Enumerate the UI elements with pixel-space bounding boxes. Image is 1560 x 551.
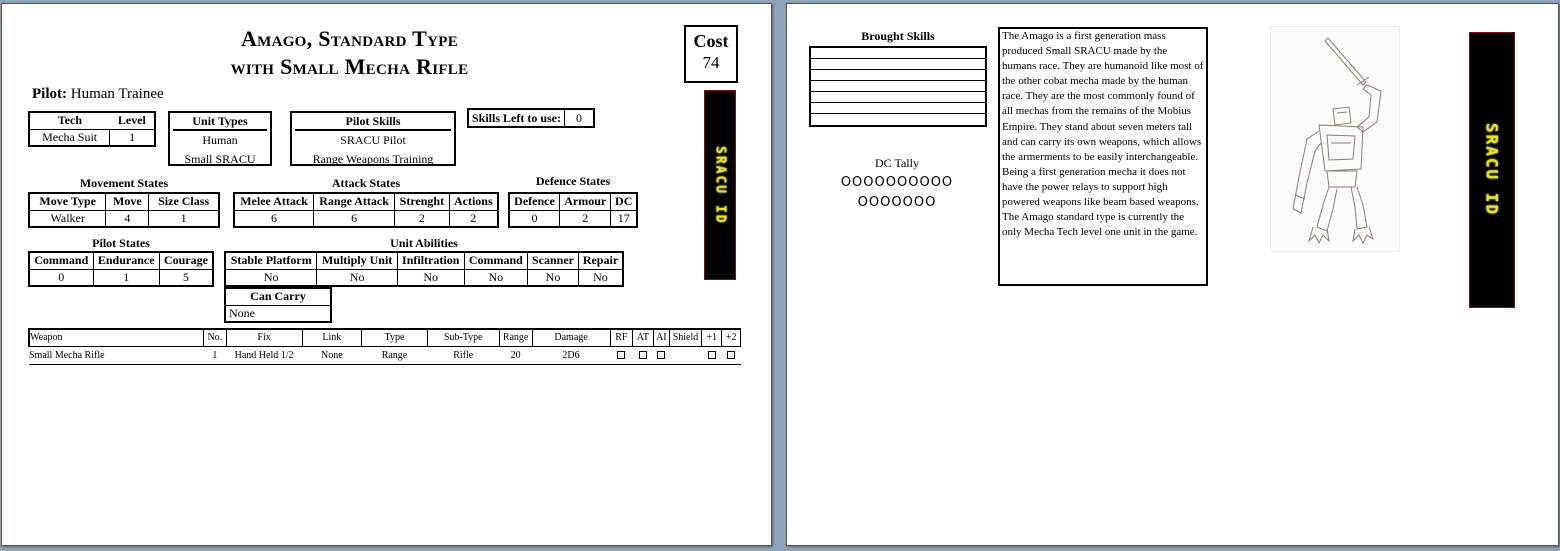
th-dc: DC — [611, 193, 637, 210]
plus2-checkbox[interactable] — [727, 351, 735, 359]
th-courage: Courage — [159, 252, 213, 269]
infiltration-value: No — [397, 269, 464, 286]
level-header: Level — [110, 112, 155, 129]
th-repair: Repair — [578, 252, 623, 269]
tech-header: Tech — [29, 112, 110, 129]
dc-tally-circles-row1[interactable]: OOOOOOOOOO — [840, 175, 954, 190]
pilot-states-table — [28, 251, 214, 287]
movement-title: Movement States — [79, 176, 169, 190]
th-size-class: Size Class — [149, 193, 219, 210]
skills-left-value: 0 — [576, 111, 583, 125]
cost-value: 74 — [702, 53, 720, 72]
th-stable-platform: Stable Platform — [225, 252, 317, 269]
id-strip-text: SRACU ID — [712, 145, 728, 225]
th-sub-type: Sub-Type — [427, 329, 499, 346]
multiply-unit-value: No — [317, 269, 397, 286]
th-weapon: Weapon — [29, 329, 204, 346]
th-infiltration: Infiltration — [397, 252, 464, 269]
tech-table — [28, 111, 156, 147]
th-defence: Defence — [509, 193, 560, 210]
unit-types-header: Unit Types — [173, 113, 267, 131]
ai-checkbox[interactable] — [657, 351, 665, 359]
tech-value: Mecha Suit — [29, 129, 110, 146]
weapon-range: 20 — [499, 346, 532, 364]
weapon-subtype: Rifle — [427, 346, 499, 364]
th-plus1: +1 — [701, 329, 722, 346]
th-melee-attack: Melee Attack — [234, 193, 314, 210]
weapon-fix: Hand Held 1/2 — [226, 346, 302, 364]
rf-checkbox[interactable] — [617, 351, 625, 359]
th-move: Move — [106, 193, 149, 210]
weapons-table — [28, 328, 741, 365]
dc-tally — [827, 156, 967, 213]
defence-title: Defence States — [535, 174, 611, 188]
weapon-no: 1 — [204, 346, 227, 364]
th-endurance: Endurance — [93, 252, 159, 269]
defence-table — [508, 192, 638, 228]
size-class-value: 1 — [149, 210, 219, 227]
th-command: Command — [29, 252, 93, 269]
th-scanner: Scanner — [528, 252, 579, 269]
weapon-damage: 2D6 — [532, 346, 610, 364]
mecha-sketch-image — [1270, 26, 1400, 252]
brought-skills-box — [809, 29, 987, 127]
skills-left-box — [467, 108, 595, 128]
pilot-skills-box — [290, 111, 456, 166]
unit-title-line2: with Small Mecha Rifle — [230, 54, 469, 79]
armour-value: 2 — [560, 210, 611, 227]
stable-platform-value: No — [225, 269, 317, 286]
th-no: No. — [204, 329, 227, 346]
pilot-skill-item: Range Weapons Training — [312, 152, 434, 166]
th-link: Link — [302, 329, 362, 346]
movement-table — [28, 192, 220, 228]
th-actions: Actions — [449, 193, 498, 210]
th-shield: Shield — [670, 329, 702, 346]
card-front-page — [1, 3, 772, 546]
can-carry-table — [224, 287, 332, 323]
unit-type-item: Human — [202, 133, 238, 147]
move-value: 4 — [106, 210, 149, 227]
th-rf: RF — [610, 329, 633, 346]
id-strip-text: SRACU ID — [1482, 123, 1502, 217]
strenght-value: 2 — [395, 210, 449, 227]
level-value: 1 — [110, 129, 155, 146]
unit-abilities-title: Unit Abilities — [390, 236, 458, 250]
pilot-line — [32, 86, 164, 103]
scanner-value: No — [528, 269, 579, 286]
skills-left-label: Skills Left to use: — [469, 110, 565, 126]
unit-type-item: Small SRACU — [184, 152, 256, 166]
th-type: Type — [362, 329, 428, 346]
mecha-sketch-svg — [1271, 27, 1401, 253]
weapon-name: Small Mecha Rifle — [29, 346, 204, 364]
pilot-skills-header: Pilot Skills — [295, 113, 451, 131]
th-move-type: Move Type — [29, 193, 106, 210]
brought-skills-label: Brought Skills — [861, 29, 935, 43]
dc-value: 17 — [611, 210, 637, 227]
endurance-value: 1 — [93, 269, 159, 286]
melee-attack-value: 6 — [234, 210, 314, 227]
range-attack-value: 6 — [314, 210, 395, 227]
weapon-link: None — [302, 346, 362, 364]
unit-abilities-table — [224, 251, 624, 287]
at-checkbox[interactable] — [639, 351, 647, 359]
th-at: AT — [633, 329, 654, 346]
can-carry-value: None — [225, 305, 331, 322]
pilot-skill-item: SRACU Pilot — [340, 133, 406, 147]
th-strenght: Strenght — [395, 193, 449, 210]
pilot-states-title: Pilot States — [92, 236, 150, 250]
pilot-value: Human Trainee — [70, 86, 164, 102]
th-multiply-unit: Multiply Unit — [317, 252, 397, 269]
id-strip-back — [1469, 32, 1515, 308]
unit-types-box — [168, 111, 272, 166]
th-range: Range — [499, 329, 532, 346]
plus1-checkbox[interactable] — [708, 351, 716, 359]
id-strip-front — [704, 90, 736, 280]
command-value: 0 — [29, 269, 93, 286]
weapon-type: Range — [362, 346, 428, 364]
th-range-attack: Range Attack — [314, 193, 395, 210]
th-fix: Fix — [226, 329, 302, 346]
courage-value: 5 — [159, 269, 213, 286]
th-command-ability: Command — [464, 252, 527, 269]
card-back-page — [786, 3, 1559, 546]
pilot-label: Pilot: — [32, 86, 67, 102]
unit-description: The Amago is a first generation mass produced Small SRACU made by the humans race. They are humanoid like most of the other cobat mecha made by the human race. They are the most commonly found of all mechas from the remains of the Mobius Empire. They stand about seven meters tall and can carry its own weapons, which allows the armerments to be easily interchangeable. Being a first generation mecha it does not have the power relays to support high powered weapons like beam based weapons. The Amago standard type is currently the only Mecha Tech level one unit in the game. — [998, 27, 1208, 286]
attack-table — [233, 192, 499, 228]
weapon-row — [29, 346, 741, 364]
actions-value: 2 — [449, 210, 498, 227]
defence-value: 0 — [509, 210, 560, 227]
repair-value: No — [578, 269, 623, 286]
move-type-value: Walker — [29, 210, 106, 227]
th-ai: AI — [653, 329, 669, 346]
cost-label: Cost — [693, 31, 729, 51]
command-ability-value: No — [464, 269, 527, 286]
dc-tally-circles-row2[interactable]: OOOOOOO — [857, 195, 937, 210]
th-plus2: +2 — [722, 329, 741, 346]
brought-skills-lines[interactable] — [809, 46, 987, 127]
th-damage: Damage — [532, 329, 610, 346]
can-carry-header: Can Carry — [225, 288, 331, 305]
unit-title-line1: Amago, Standard Type — [240, 26, 459, 51]
cost-box — [684, 25, 738, 83]
dc-tally-label: DC Tally — [875, 156, 919, 170]
th-armour: Armour — [560, 193, 611, 210]
attack-title: Attack States — [331, 176, 401, 190]
